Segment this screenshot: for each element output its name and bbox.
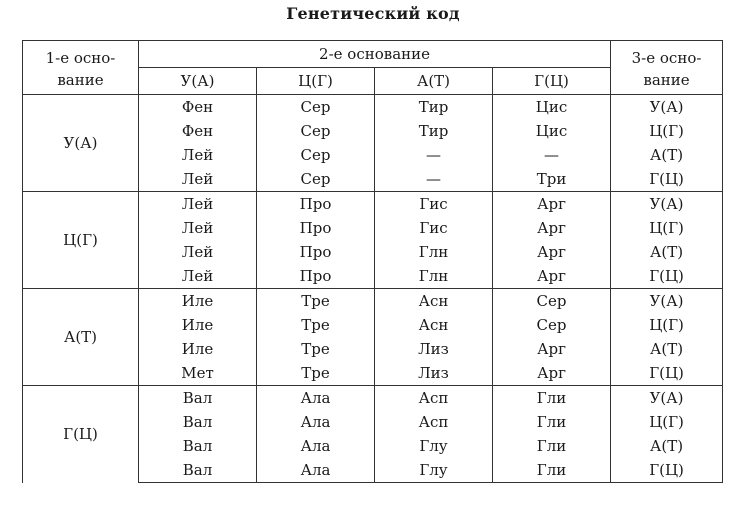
amino-acid-cell: Иле xyxy=(139,289,257,314)
amino-acid-cell: Иле xyxy=(139,337,257,361)
amino-acid-cell: Про xyxy=(257,192,375,217)
amino-acid-cell: Фен xyxy=(139,95,257,120)
third-base-header-line2: вание xyxy=(643,70,690,89)
amino-acid-cell: Цис xyxy=(493,119,611,143)
amino-acid-cell: Лей xyxy=(139,264,257,289)
amino-acid-cell: Тир xyxy=(375,95,493,120)
page-title: Генетический код xyxy=(286,4,460,23)
amino-acid-cell: Арг xyxy=(493,192,611,217)
third-base-cell: Ц(Г) xyxy=(611,313,723,337)
table-row xyxy=(23,95,723,120)
second-base-column-1: У(А) xyxy=(139,68,257,95)
amino-acid-cell: Про xyxy=(257,264,375,289)
amino-acid-cell: Лей xyxy=(139,167,257,192)
genetic-code-table xyxy=(22,40,723,483)
table-header xyxy=(23,41,723,95)
third-base-cell: Г(Ц) xyxy=(611,167,723,192)
first-base-cell: Ц(Г) xyxy=(23,192,139,289)
amino-acid-cell: Лей xyxy=(139,192,257,217)
amino-acid-cell: Глу xyxy=(375,458,493,483)
amino-acid-cell: Тре xyxy=(257,289,375,314)
amino-acid-cell: Глн xyxy=(375,240,493,264)
amino-acid-cell: Гли xyxy=(493,410,611,434)
third-base-cell: Г(Ц) xyxy=(611,264,723,289)
amino-acid-cell: Сер xyxy=(493,289,611,314)
amino-acid-cell: Лей xyxy=(139,216,257,240)
second-base-column-2: Ц(Г) xyxy=(257,68,375,95)
amino-acid-cell: Гли xyxy=(493,458,611,483)
second-base-column-3: А(Т) xyxy=(375,68,493,95)
amino-acid-cell: Про xyxy=(257,240,375,264)
amino-acid-cell: Мет xyxy=(139,361,257,386)
amino-acid-cell: Ала xyxy=(257,386,375,411)
third-base-cell: У(А) xyxy=(611,95,723,120)
third-base-cell: Ц(Г) xyxy=(611,119,723,143)
second-base-header: 2-е основание xyxy=(139,41,611,68)
third-base-cell: Г(Ц) xyxy=(611,458,723,483)
third-base-cell: А(Т) xyxy=(611,143,723,167)
amino-acid-cell: Сер xyxy=(257,167,375,192)
first-base-header-line2: вание xyxy=(57,70,104,89)
first-base-header xyxy=(23,41,139,95)
amino-acid-cell: Вал xyxy=(139,458,257,483)
codon-group xyxy=(23,192,723,289)
third-base-cell: У(А) xyxy=(611,386,723,411)
amino-acid-cell: Лей xyxy=(139,240,257,264)
amino-acid-cell: Гли xyxy=(493,386,611,411)
amino-acid-cell: Ала xyxy=(257,434,375,458)
third-base-cell: А(Т) xyxy=(611,434,723,458)
amino-acid-cell: Лиз xyxy=(375,337,493,361)
amino-acid-cell: — xyxy=(375,167,493,192)
third-base-cell: Ц(Г) xyxy=(611,410,723,434)
amino-acid-cell: — xyxy=(493,143,611,167)
first-base-cell: Г(Ц) xyxy=(23,386,139,483)
amino-acid-cell: Сер xyxy=(257,143,375,167)
amino-acid-cell: Вал xyxy=(139,434,257,458)
amino-acid-cell: Сер xyxy=(493,313,611,337)
first-base-cell: А(Т) xyxy=(23,289,139,386)
first-base-cell: У(А) xyxy=(23,95,139,192)
third-base-cell: А(Т) xyxy=(611,337,723,361)
amino-acid-cell: Лей xyxy=(139,143,257,167)
first-base-header-line1: 1-е осно- xyxy=(45,48,116,67)
amino-acid-cell: Тре xyxy=(257,361,375,386)
amino-acid-cell: Тре xyxy=(257,313,375,337)
amino-acid-cell: Арг xyxy=(493,264,611,289)
amino-acid-cell: Вал xyxy=(139,386,257,411)
amino-acid-cell: Арг xyxy=(493,361,611,386)
amino-acid-cell: Лиз xyxy=(375,361,493,386)
codon-group xyxy=(23,386,723,483)
amino-acid-cell: Асп xyxy=(375,410,493,434)
codon-group xyxy=(23,289,723,386)
second-base-column-4: Г(Ц) xyxy=(493,68,611,95)
amino-acid-cell: Глу xyxy=(375,434,493,458)
third-base-cell: Г(Ц) xyxy=(611,361,723,386)
amino-acid-cell: Вал xyxy=(139,410,257,434)
amino-acid-cell: Цис xyxy=(493,95,611,120)
amino-acid-cell: Арг xyxy=(493,240,611,264)
amino-acid-cell: — xyxy=(375,143,493,167)
amino-acid-cell: Тре xyxy=(257,337,375,361)
amino-acid-cell: Иле xyxy=(139,313,257,337)
third-base-cell: У(А) xyxy=(611,192,723,217)
table-row xyxy=(23,386,723,411)
third-base-header xyxy=(611,41,723,95)
table-row xyxy=(23,289,723,314)
amino-acid-cell: Три xyxy=(493,167,611,192)
amino-acid-cell: Тир xyxy=(375,119,493,143)
amino-acid-cell: Фен xyxy=(139,119,257,143)
amino-acid-cell: Про xyxy=(257,216,375,240)
amino-acid-cell: Ала xyxy=(257,410,375,434)
amino-acid-cell: Асп xyxy=(375,386,493,411)
third-base-cell: А(Т) xyxy=(611,240,723,264)
amino-acid-cell: Арг xyxy=(493,337,611,361)
codon-group xyxy=(23,95,723,192)
amino-acid-cell: Глн xyxy=(375,264,493,289)
third-base-cell: У(А) xyxy=(611,289,723,314)
amino-acid-cell: Ала xyxy=(257,458,375,483)
amino-acid-cell: Сер xyxy=(257,95,375,120)
table-row xyxy=(23,192,723,217)
amino-acid-cell: Гис xyxy=(375,216,493,240)
amino-acid-cell: Арг xyxy=(493,216,611,240)
third-base-cell: Ц(Г) xyxy=(611,216,723,240)
amino-acid-cell: Гис xyxy=(375,192,493,217)
amino-acid-cell: Асн xyxy=(375,313,493,337)
third-base-header-line1: 3-е осно- xyxy=(631,48,702,67)
amino-acid-cell: Гли xyxy=(493,434,611,458)
amino-acid-cell: Асн xyxy=(375,289,493,314)
amino-acid-cell: Сер xyxy=(257,119,375,143)
